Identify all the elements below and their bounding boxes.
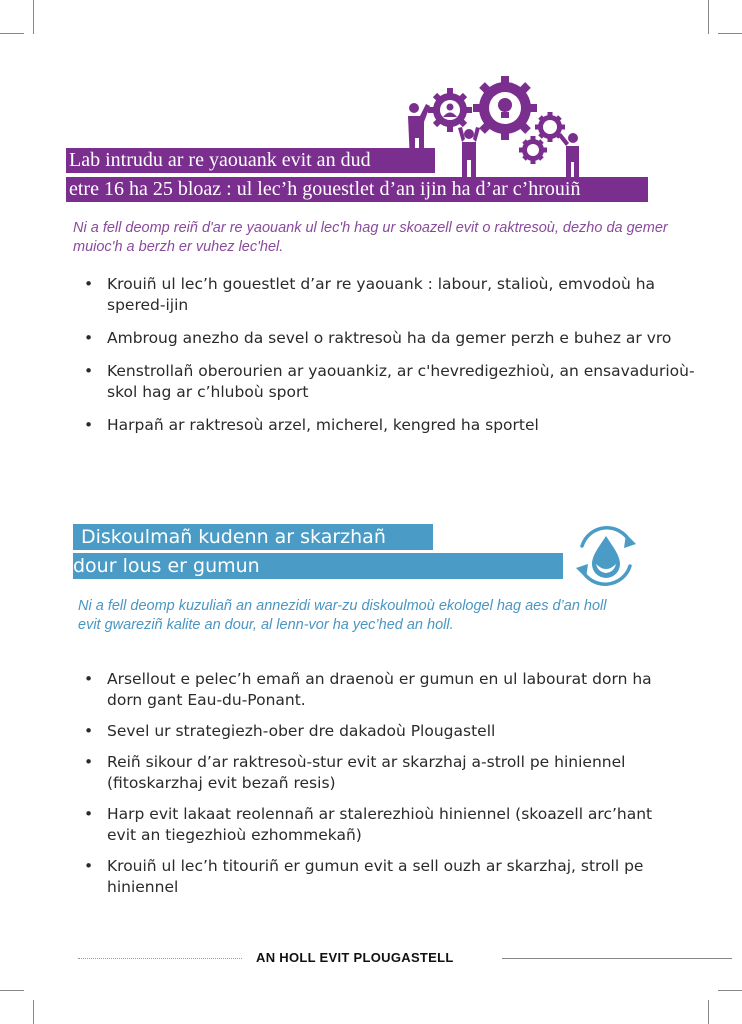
list-item: • Krouiñ ul lec’h gouestlet d’ar re yaouank : labour, stalioù, emvodoù ha spered-ijin [78, 274, 718, 316]
footer-dotted-rule [78, 958, 242, 959]
footer-label: AN HOLL EVIT PLOUGASTELL [256, 950, 454, 965]
section-title-youth-line2: etre 16 ha 25 bloaz : ul lec’h gouestlet d’an ijin ha d’ar c’hrouiñ [66, 177, 648, 202]
bullet-list-youth [78, 274, 718, 448]
list-item: • Reiñ sikour d’ar raktresoù-stur evit ar skarzhaj a-stroll pe hiniennel (fitoskarzhaj evit bezañ resis) [78, 752, 678, 794]
crop-mark [33, 1000, 34, 1024]
crop-mark [0, 33, 24, 34]
list-item: • Harpañ ar raktresoù arzel, micherel, kengred ha sportel [78, 415, 718, 436]
crop-mark [33, 0, 34, 34]
list-item: • Krouiñ ul lec’h titouriñ er gumun evit a sell ouzh ar skarzhaj, stroll pe hiniennel [78, 856, 678, 898]
list-item: • Ambroug anezho da sevel o raktresoù ha da gemer perzh e buhez ar vro [78, 328, 718, 349]
section-title-water-line1: Diskoulmañ kudenn ar skarzhañ [73, 524, 433, 550]
crop-mark [708, 1000, 709, 1024]
footer-solid-rule [502, 958, 732, 959]
crop-mark [0, 990, 24, 991]
lead-paragraph-youth: Ni a fell deomp reiñ d'ar re yaouank ul lec'h hag ur skoazell evit o raktresoù, dezho da gemer muioc'h a berzh er vuhez lec'hel. [73, 220, 668, 255]
section-title-water-line2: dour lous er gumun [73, 553, 563, 579]
lead-paragraph-water: Ni a fell deomp kuzuliañ an annezidi war-zu diskoulmoù ekologel hag aes d’an holl evit gwareziñ kalite an dour, al lenn-vor ha yec’hed an holl. [78, 598, 607, 633]
crop-mark [718, 990, 742, 991]
list-item: • Kenstrollañ oberourien ar yaouankiz, ar c'hevredigezhioù, an ensavadurioù-skol hag ar c’hluboù sport [78, 361, 718, 403]
water-recycle-icon [568, 520, 644, 592]
crop-mark [718, 33, 742, 34]
list-item: • Arsellout e pelec’h emañ an draenoù er gumun en ul labourat dorn ha dorn gant Eau-du-Ponant. [78, 669, 678, 711]
bullet-list-water [78, 669, 678, 908]
list-item: • Sevel ur strategiezh-ober dre dakadoù Plougastell [78, 721, 678, 742]
crop-mark [708, 0, 709, 34]
list-item: • Harp evit lakaat reolennañ ar stalerezhioù hiniennel (skoazell arc’hant evit an tiegezhioù ezhommekañ) [78, 804, 678, 846]
page-footer [78, 950, 732, 970]
section-title-youth-line1: Lab intrudu ar re yaouank evit an dud [66, 148, 435, 173]
